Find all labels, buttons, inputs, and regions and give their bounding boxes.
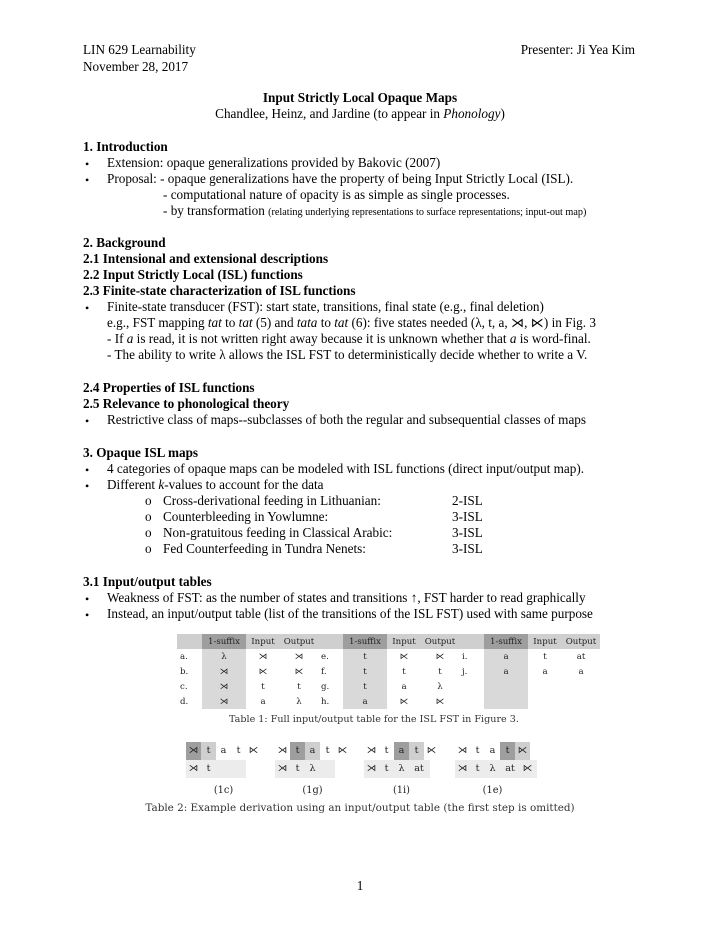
symbol: t: [500, 742, 515, 760]
cell: ⋊: [294, 651, 304, 662]
derivation-label: (1c): [213, 785, 234, 796]
intro-bullet-2: Proposal: - opaque generalizations have the property of being Input Strictly Local (ISL).: [107, 171, 574, 186]
bullet-icon: •: [85, 608, 90, 622]
symbol: t: [236, 744, 241, 756]
bullet-icon: •: [85, 463, 90, 477]
header-cell: Input: [387, 634, 421, 649]
bullet-icon: •: [85, 414, 90, 428]
cell: t: [343, 664, 387, 679]
derivation-step: [455, 742, 537, 799]
authors-line: [0, 106, 720, 122]
symbol: t: [409, 742, 424, 760]
section-1-heading: 1. Introduction: [83, 139, 168, 154]
fst-note-line-1: [107, 331, 591, 347]
row-label: f.: [321, 666, 327, 677]
symbol: t: [206, 762, 211, 774]
bullet-icon: •: [85, 479, 90, 493]
map-item-value: 3-ISL: [452, 525, 483, 540]
row-label: [459, 679, 484, 694]
symbol: ⋊: [277, 762, 288, 774]
table-bullet-1: Weakness of FST: as the number of states and transitions ↑, FST harder to read graphically: [107, 590, 586, 605]
cell: ⋉: [399, 696, 409, 707]
blank-cell: [459, 634, 484, 649]
section-2-4-heading: 2.4 Properties of ISL functions: [83, 380, 255, 395]
map-item-name: Fed Counterfeeding in Tundra Nenets:: [163, 541, 366, 556]
symbol: ⋉: [515, 742, 530, 760]
fst-note-line-2: - The ability to write λ allows the ISL FST to deterministically decide whether to write a V.: [107, 347, 588, 362]
cell: t: [543, 651, 547, 662]
cell: λ: [296, 696, 302, 707]
cell: a: [401, 681, 407, 692]
cell: ⋉: [435, 651, 445, 662]
symbol: t: [295, 762, 300, 774]
cell: a: [578, 666, 584, 677]
symbol: ⋊: [457, 744, 468, 756]
cell: λ: [202, 649, 246, 664]
table-row: [177, 649, 600, 664]
section-2-heading: 2. Background: [83, 235, 166, 250]
symbol: a: [305, 742, 320, 760]
word: tat: [207, 315, 222, 330]
authors-text: Chandlee, Heinz, and Jardine (to appear in: [215, 106, 444, 121]
cell: ⋊: [202, 664, 246, 679]
circle-bullet-icon: o: [145, 541, 152, 556]
cell: t: [402, 666, 406, 677]
map-item-value: 3-ISL: [452, 509, 483, 524]
cell: a: [260, 696, 266, 707]
symbol: a: [489, 744, 496, 756]
intro-bullet-2-line-3: [163, 203, 586, 221]
circle-bullet-icon: o: [145, 525, 152, 540]
table-row: [177, 694, 600, 709]
map-item-value: 2-ISL: [452, 493, 483, 508]
symbol: t: [384, 744, 389, 756]
symbol: t: [475, 744, 480, 756]
fst-bullet: Finite-state transducer (FST): start state, transitions, final state (e.g., final deletion): [107, 299, 544, 314]
section-3-heading: 3. Opaque ISL maps: [83, 445, 199, 460]
row-label: c.: [180, 681, 188, 692]
symbol: t: [475, 762, 480, 774]
header-cell: Output: [421, 634, 459, 649]
circle-bullet-icon: o: [145, 493, 152, 508]
cell: a: [542, 666, 548, 677]
page-title: Input Strictly Local Opaque Maps: [262, 90, 458, 105]
row-label: h.: [321, 696, 330, 707]
bullet-icon: •: [85, 301, 90, 315]
blank-cell: [177, 634, 202, 649]
row-label: d.: [180, 696, 189, 707]
symbol: λ: [489, 762, 496, 774]
word: a: [126, 331, 134, 346]
header-cell: 1-suffix: [343, 634, 387, 649]
row-label: a.: [180, 651, 188, 662]
cell: [562, 679, 600, 694]
word: tata: [296, 315, 318, 330]
symbol: ⋉: [337, 744, 348, 756]
symbol: a: [394, 742, 409, 760]
io-table-header: [177, 634, 600, 649]
word: a: [509, 331, 517, 346]
derivation-step: [275, 742, 350, 799]
symbol: ⋊: [457, 762, 468, 774]
date: November 28, 2017: [83, 59, 189, 74]
symbol: at: [414, 762, 424, 774]
derivation-step: [186, 742, 261, 799]
table-row: [177, 679, 600, 694]
map-item-name: Counterbleeding in Yowlumne:: [163, 509, 329, 524]
text: to: [221, 315, 239, 330]
symbol: ⋊: [366, 744, 377, 756]
table-bullet-2: Instead, an input/output table (list of the transitions of the ISL FST) used with same purpose: [107, 606, 593, 621]
cell: ⋊: [258, 651, 268, 662]
cell: [528, 679, 562, 694]
cell: ⋊: [202, 679, 246, 694]
symbol: ⋊: [186, 742, 201, 760]
cell: ⋉: [435, 696, 445, 707]
cell: a: [484, 649, 528, 664]
table-2-caption: Table 2: Example derivation using an input/output table (the first step is omitted): [145, 802, 575, 814]
cell: λ: [437, 681, 443, 692]
symbol: a: [220, 744, 227, 756]
transformation-note: (relating underlying representations to surface representations; input-out map): [268, 207, 587, 218]
header-cell: 1-suffix: [202, 634, 246, 649]
text: (5) and: [252, 315, 297, 330]
cell: ⋉: [399, 651, 409, 662]
cell: t: [297, 681, 301, 692]
cell: [528, 694, 562, 709]
row-label: g.: [321, 681, 330, 692]
cell: t: [261, 681, 265, 692]
symbol: ⋊: [366, 762, 377, 774]
io-table: [177, 634, 600, 709]
header-cell: Output: [562, 634, 600, 649]
row-label: i.: [462, 651, 468, 662]
map-item-value: 3-ISL: [452, 541, 483, 556]
row-label: e.: [321, 651, 329, 662]
cell: [484, 694, 528, 709]
symbol: t: [201, 742, 216, 760]
blank-cell: [318, 634, 343, 649]
intro-bullet-2-line-2: - computational nature of opacity is as simple as single processes.: [163, 187, 510, 202]
cell: ⋉: [258, 666, 268, 677]
derivation-label: (1i): [392, 785, 410, 796]
text: Different: [107, 477, 159, 492]
bullet-icon: •: [85, 173, 90, 187]
cell: a: [484, 664, 528, 679]
row-label: j.: [462, 666, 468, 677]
text: (6): five states needed (λ, t, a, ⋊, ⋉) in Fig. 3: [348, 315, 596, 330]
symbol: ⋊: [277, 744, 288, 756]
symbol: at: [505, 762, 515, 774]
symbol: t: [325, 744, 330, 756]
presenter-name: Presenter: Ji Yea Kim: [520, 42, 635, 57]
section-3-1-heading: 3.1 Input/output tables: [83, 574, 212, 589]
section-2-2-heading: 2.2 Input Strictly Local (ISL) functions: [83, 267, 303, 282]
k-variable: k: [158, 477, 165, 492]
text: - If: [107, 331, 127, 346]
opaque-bullet-1: 4 categories of opaque maps can be modeled with ISL functions (direct input/output map).: [107, 461, 585, 476]
relevance-bullet: Restrictive class of maps--subclasses of both the regular and subsequential classes of maps: [107, 412, 587, 427]
transformation-text: - by transformation: [163, 203, 265, 218]
page-number: 1: [356, 878, 364, 893]
header-cell: 1-suffix: [484, 634, 528, 649]
text: is read, it is not written right away because it is unknown whether that: [133, 331, 510, 346]
symbol: ⋉: [248, 744, 259, 756]
symbol: ⋉: [522, 762, 533, 774]
symbol: ⋉: [426, 744, 437, 756]
section-2-1-heading: 2.1 Intensional and extensional descriptions: [83, 251, 329, 266]
word: tat: [238, 315, 253, 330]
section-2-5-heading: 2.5 Relevance to phonological theory: [83, 396, 290, 411]
cell: a: [343, 694, 387, 709]
cell: t: [438, 666, 442, 677]
table-row: [177, 664, 600, 679]
derivation-step: [364, 742, 439, 799]
circle-bullet-icon: o: [145, 509, 152, 524]
journal-name: Phonology: [443, 106, 501, 121]
map-item-name: Non-gratuitous feeding in Classical Arabic:: [163, 525, 393, 540]
header-cell: Input: [246, 634, 280, 649]
header-cell: Output: [280, 634, 318, 649]
cell: ⋊: [202, 694, 246, 709]
row-label: b.: [180, 666, 189, 677]
text: e.g., FST mapping: [107, 315, 208, 330]
header-cell: Input: [528, 634, 562, 649]
authors-close: ): [500, 106, 505, 121]
symbol: t: [384, 762, 389, 774]
cell: at: [576, 651, 586, 662]
section-2-3-heading: 2.3 Finite-state characterization of ISL functions: [83, 283, 356, 298]
row-label: [459, 694, 484, 709]
derivation-label: (1e): [482, 785, 503, 796]
cell: ⋉: [294, 666, 304, 677]
bullet-icon: •: [85, 592, 90, 606]
cell: t: [343, 649, 387, 664]
bullet-icon: •: [85, 157, 90, 171]
word: tat: [334, 315, 349, 330]
fst-example-line: [107, 315, 596, 331]
symbol: λ: [398, 762, 405, 774]
intro-bullet-1: Extension: opaque generalizations provided by Bakovic (2007): [107, 155, 441, 170]
cell: [562, 694, 600, 709]
opaque-bullet-2: [107, 477, 324, 493]
symbol: λ: [309, 762, 316, 774]
symbol: t: [290, 742, 305, 760]
text: to: [317, 315, 335, 330]
derivation-label: (1g): [302, 785, 323, 796]
course-name: LIN 629 Learnability: [83, 42, 196, 57]
map-item-name: Cross-derivational feeding in Lithuanian:: [163, 493, 381, 508]
text: -values to account for the data: [164, 477, 324, 492]
symbol: ⋊: [188, 762, 199, 774]
cell: t: [343, 679, 387, 694]
text: is word-final.: [516, 331, 591, 346]
table-1-caption: Table 1: Full input/output table for the ISL FST in Figure 3.: [229, 714, 519, 725]
cell: [484, 679, 528, 694]
